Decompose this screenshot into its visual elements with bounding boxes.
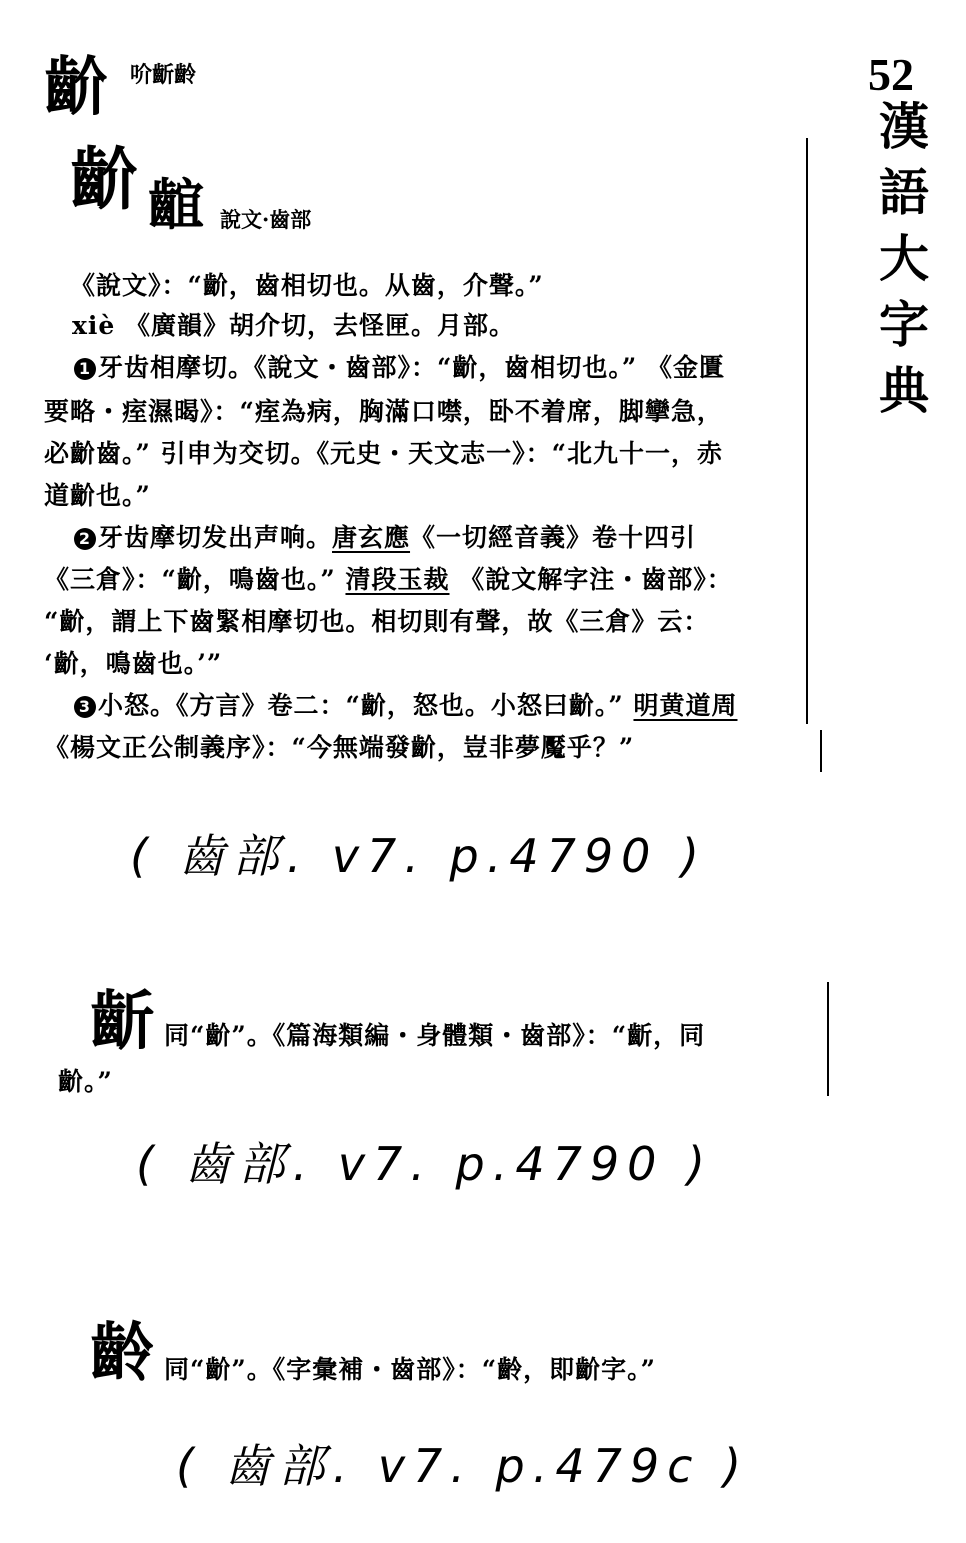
handwritten-note: ( 齒部. v7. p.4790 ) xyxy=(130,829,708,883)
sense-2-line xyxy=(74,518,696,554)
sense-2-text: 《三倉》：“齘，鳴齒也。” xyxy=(44,565,346,594)
person-name-link: 明黄道周 xyxy=(633,691,738,720)
book-title-char: 漢 xyxy=(879,97,929,156)
column-rule xyxy=(827,982,829,1096)
entry-head-char: 齡 xyxy=(90,1316,150,1391)
sense-3-line xyxy=(74,686,737,722)
entry-text-line: 必齘齒。” 引申为交切。《元史・天文志一》：“北九十一，赤 xyxy=(44,439,723,468)
sense-number-badge: 2 xyxy=(74,528,96,550)
entry-head-char: 齗 xyxy=(90,984,150,1059)
seal-head-char: 齘 xyxy=(70,140,135,220)
entry-text-line: 齘。” xyxy=(58,1067,113,1096)
sense-number-badge: 1 xyxy=(74,358,96,380)
sense-number-badge: 3 xyxy=(74,696,96,718)
column-rule xyxy=(806,138,808,724)
sense-1-line xyxy=(74,348,725,384)
entry-text-line: xiè 《廣韻》胡介切，去怪匣。月部。 xyxy=(72,311,516,340)
entry-text-line: 同“齘”。《字彙補・齒部》：“齡，即齘字。” xyxy=(164,1355,657,1384)
sense-2-text: 《一切經音義》卷十四引 xyxy=(410,523,697,552)
book-title-char: 典 xyxy=(879,361,929,420)
page-number: 52 xyxy=(868,49,914,100)
sense-2-line: “齘，謂上下齒緊相摩切也。相切則有聲，故《三倉》云： xyxy=(44,607,710,636)
entry-text-line: 《說文》：“齘，齒相切也。从齒，介聲。” xyxy=(70,271,544,300)
seal-source: 說文·齒部 xyxy=(220,207,312,232)
entry-variants: 吤齗齡 xyxy=(130,62,197,88)
sense-2-line: ‘齘，鳴齒也。’” xyxy=(44,649,223,678)
dynasty-name-link: 清 xyxy=(345,565,372,594)
book-title-char: 字 xyxy=(879,295,929,354)
book-title-char: 語 xyxy=(879,163,929,222)
person-name-link: 唐玄應 xyxy=(332,523,411,552)
sense-3-line: 《楊文正公制義序》：“今無端發齘，豈非夢魘乎？” xyxy=(44,733,635,762)
handwritten-note: ( 齒部. v7. p.479c ) xyxy=(176,1439,750,1493)
handwritten-note: ( 齒部. v7. p.4790 ) xyxy=(136,1137,714,1191)
entry-text-line: 道齘也。” xyxy=(44,481,151,510)
sense-2-text: 牙齿摩切发出声响。 xyxy=(98,523,333,552)
sense-2-line xyxy=(44,560,733,596)
sense-1-text: 牙齿相摩切。《說文・齒部》：“齘，齒相切也。” 《金匱 xyxy=(98,353,725,382)
person-name-link: 段玉裁 xyxy=(371,565,450,594)
sense-3-text: 小怒。《方言》卷二：“齘，怒也。小怒曰齘。” xyxy=(98,691,634,720)
sense-2-text: 《說文解字注・齒部》： xyxy=(449,565,733,594)
entry-head-char: 齘 xyxy=(44,50,104,125)
column-rule xyxy=(820,730,822,772)
entry-text-line: 要略・痓濕暍》：“痓為病，胸滿口噤，卧不着席，脚攣急， xyxy=(44,397,723,426)
book-title-char: 大 xyxy=(879,229,929,288)
seal-script-glyph: 𪘲 xyxy=(148,173,204,239)
entry-text-line: 同“齘”。《篇海類編・身體類・齒部》：“齗，同 xyxy=(164,1021,706,1050)
book-title xyxy=(874,94,934,424)
